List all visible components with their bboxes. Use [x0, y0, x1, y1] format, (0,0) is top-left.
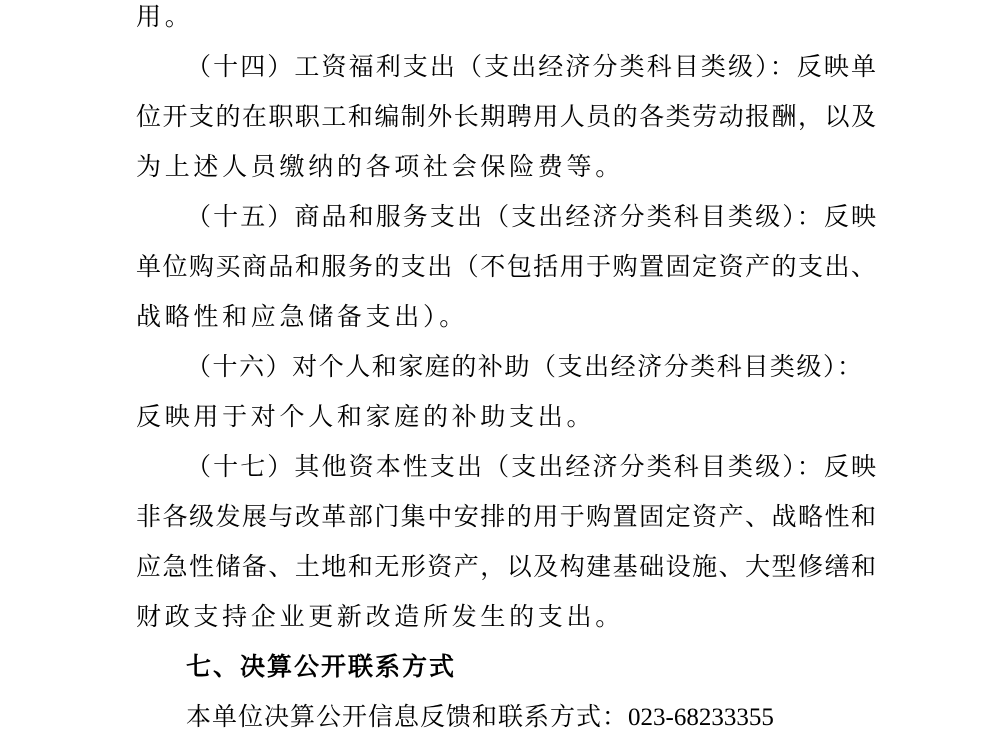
paragraph-15-line-1: （十五）商品和服务支出（支出经济分类科目类级）：反映: [186, 202, 876, 231]
paragraph-16-line-2: 反映用于对个人和家庭的补助支出。: [136, 402, 596, 431]
paragraph-17-line-4: 财政支持企业更新改造所发生的支出。: [136, 602, 624, 631]
paragraph-14-line-3: 为上述人员缴纳的各项社会保险费等。: [136, 152, 624, 181]
paragraph-15-line-2: 单位购买商品和服务的支出（不包括用于购置固定资产的支出、: [136, 252, 876, 281]
paragraph-17-line-1: （十七）其他资本性支出（支出经济分类科目类级）：反映: [186, 452, 876, 481]
paragraph-14-line-1: （十四）工资福利支出（支出经济分类科目类级）：反映单: [186, 52, 876, 81]
contact-phone: 023-68233355: [628, 704, 774, 731]
section-7-heading: 七、决算公开联系方式: [186, 652, 457, 681]
paragraph-17-line-3: 应急性储备、土地和无形资产，以及构建基础设施、大型修缮和: [136, 552, 876, 581]
paragraph-15-line-3: 战略性和应急储备支出）。: [136, 302, 468, 331]
paragraph-16-line-1: （十六）对个人和家庭的补助（支出经济分类科目类级）：: [186, 352, 862, 381]
paragraph-17-line-2: 非各级发展与改革部门集中安排的用于购置固定资产、战略性和: [136, 502, 876, 531]
paragraph-14-line-2: 位开支的在职职工和编制外长期聘用人员的各类劳动报酬，以及: [136, 102, 876, 131]
contact-label: 本单位决算公开信息反馈和联系方式：: [186, 702, 629, 731]
contact-line: [186, 702, 774, 733]
paragraph-13-tail: 用。: [136, 2, 194, 31]
